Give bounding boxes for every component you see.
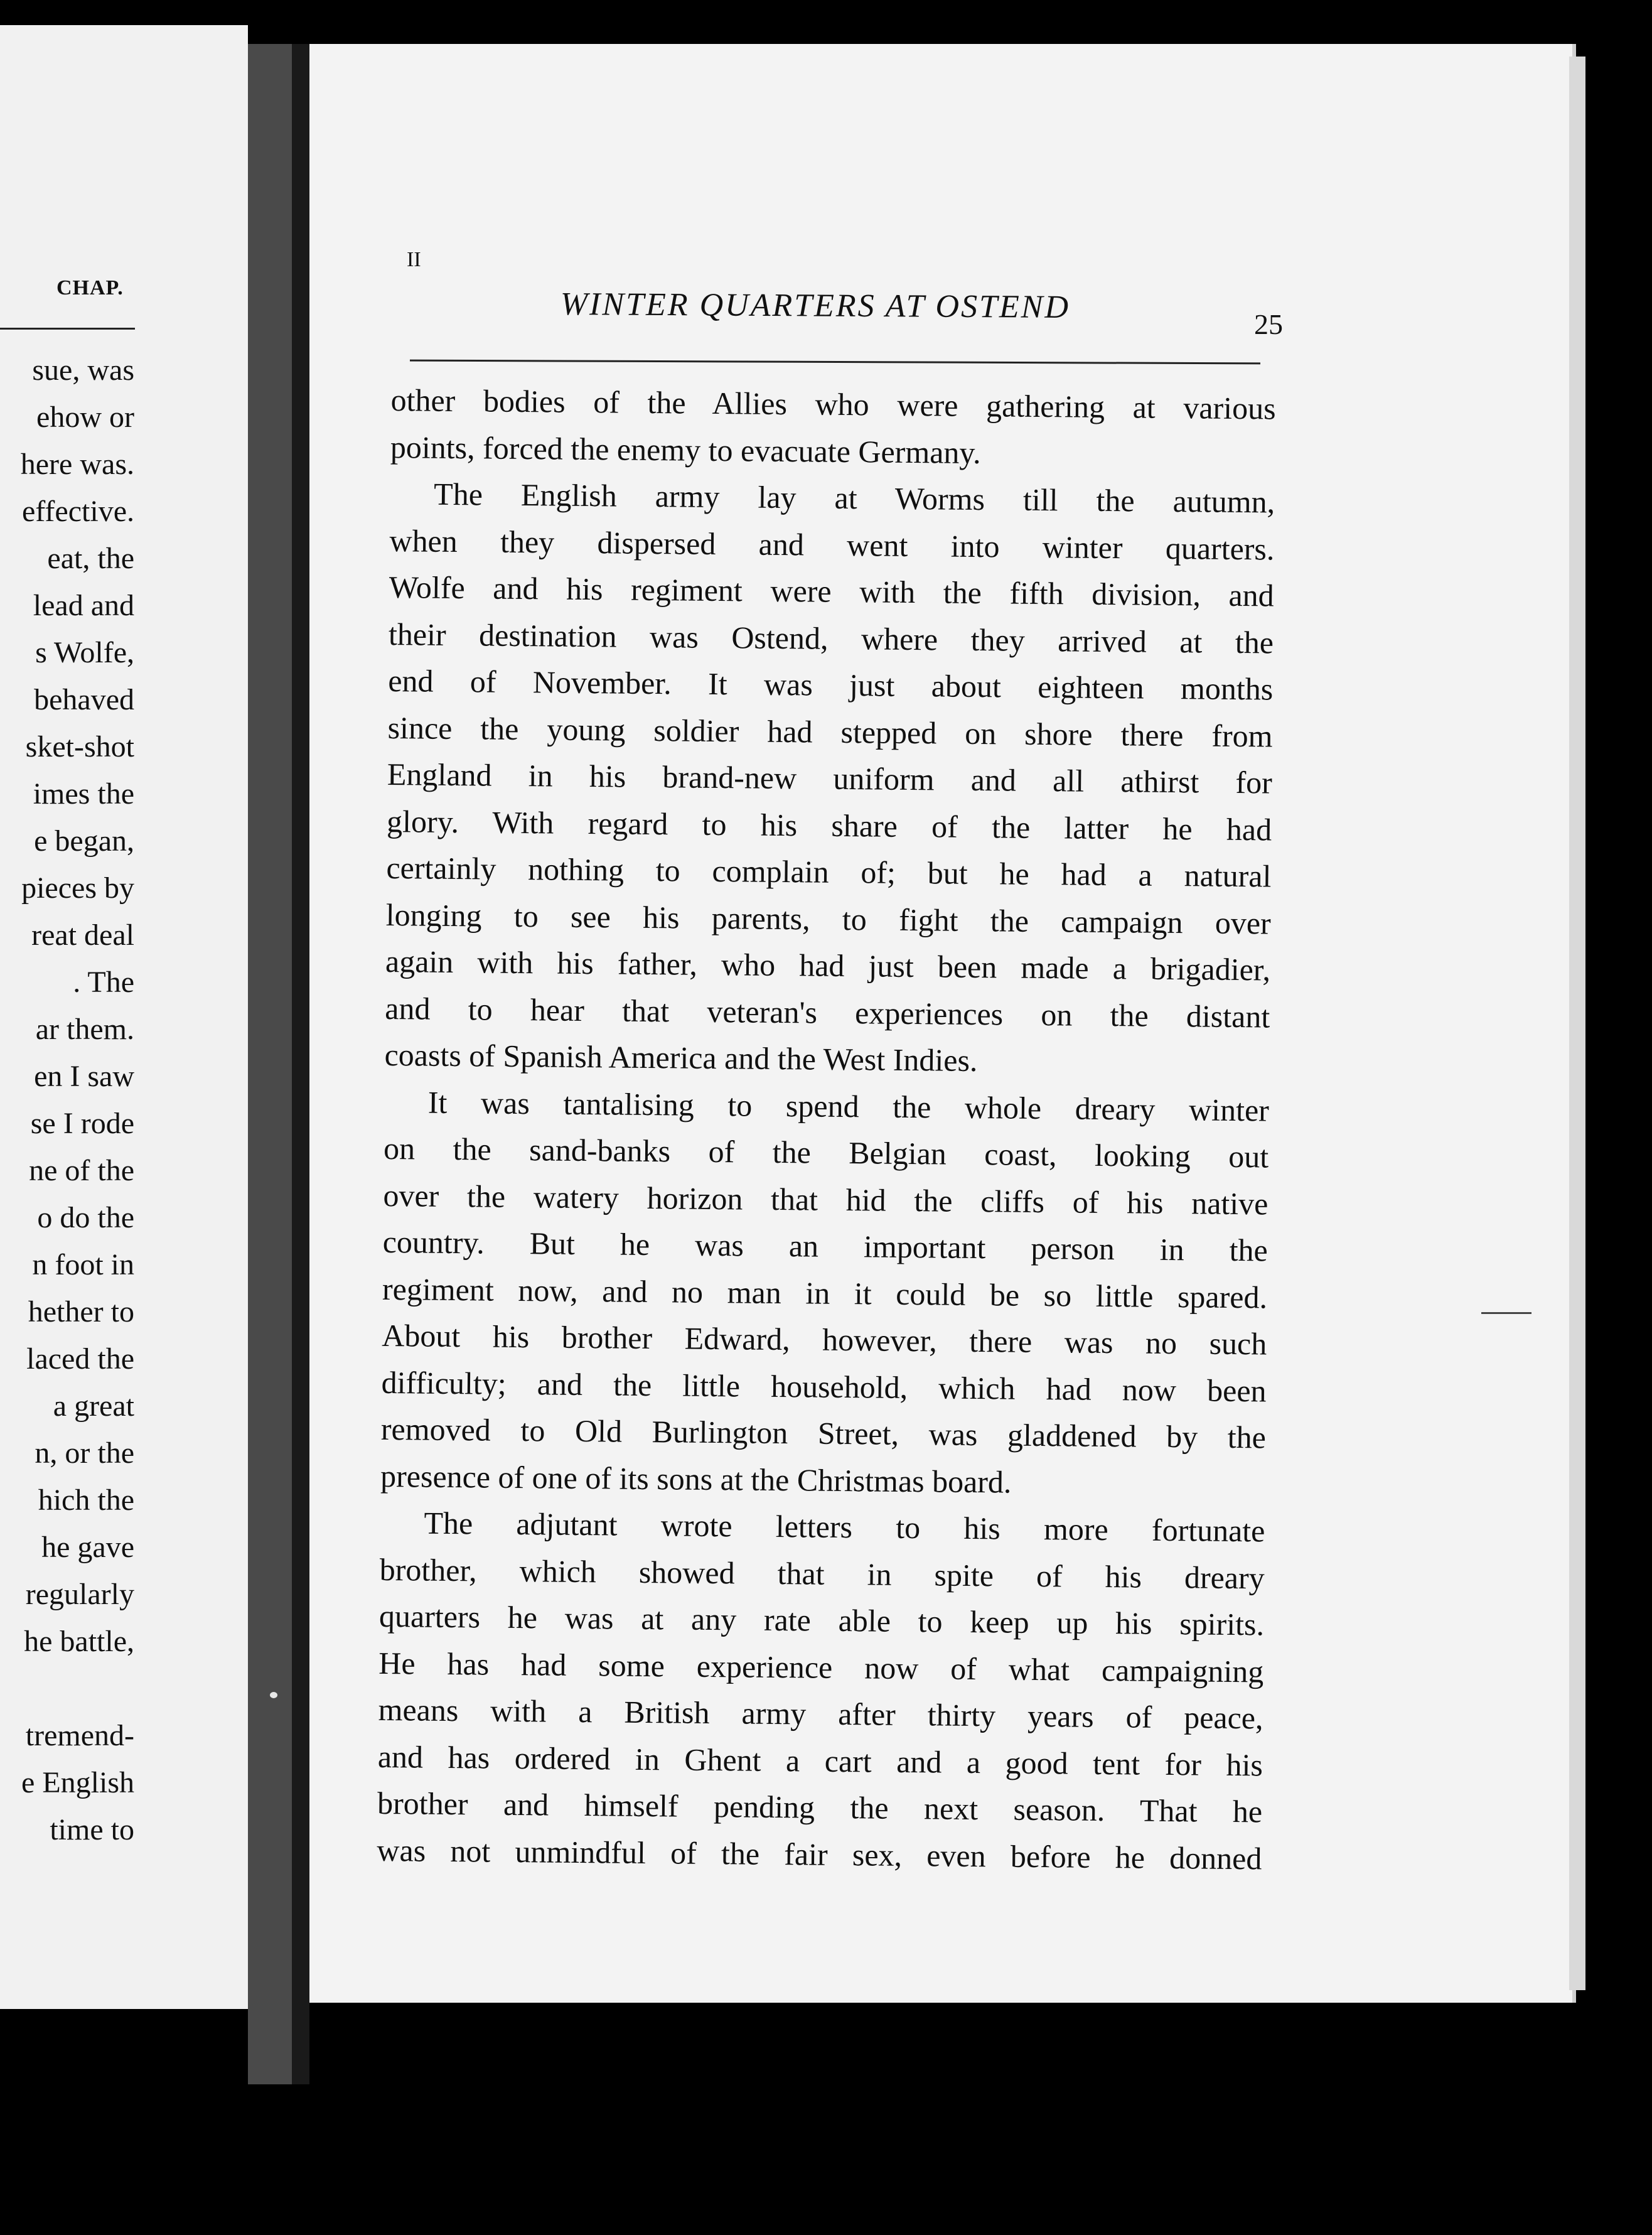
left-text-line: sket-shot — [25, 730, 134, 763]
left-text-line: ar them. — [35, 1013, 134, 1046]
left-text-line — [0, 1665, 134, 1712]
body-text-line: end of November. It was just about eighteen months — [388, 662, 1274, 707]
left-text-block — [0, 347, 134, 1853]
body-text-line: presence of one of its sons at the Christmas board. — [380, 1458, 1012, 1500]
left-page-fragment — [0, 25, 248, 2009]
left-text-line: n, or the — [35, 1436, 134, 1470]
body-text-block — [377, 377, 1276, 1882]
body-text-line: regiment now, and no man in it could be so little spared. — [382, 1271, 1268, 1315]
left-text-line: tremend- — [25, 1719, 134, 1752]
body-text-line: certainly nothing to complain of; but he had a natural — [386, 849, 1272, 894]
body-text-line: removed to Old Burlington Street, was gladdened by the — [380, 1411, 1267, 1455]
left-text-line: en I saw — [34, 1060, 134, 1093]
body-text-line: coasts of Spanish America and the West Indies. — [384, 1037, 978, 1079]
scan-speck — [270, 1692, 277, 1698]
body-text-line: on the sand-banks of the Belgian coast, looking out — [383, 1130, 1269, 1175]
body-text-line: glory. With regard to his share of the latter he had — [386, 803, 1272, 848]
left-header-rule — [0, 328, 135, 330]
body-text-line: means with a British army after thirty years of peace, — [378, 1691, 1263, 1736]
body-text-line: brother and himself pending the next season. That he — [377, 1785, 1263, 1829]
body-text-line: since the young soldier had stepped on shore there from — [387, 709, 1273, 754]
left-text-line: e English — [21, 1766, 134, 1799]
left-text-line: se I rode — [30, 1107, 134, 1140]
left-text-line: sue, was — [32, 353, 134, 387]
body-text-line: their destination was Ostend, where they arrived at the — [388, 616, 1274, 660]
left-text-line: . The — [73, 966, 134, 999]
body-text-line: Wolfe and his regiment were with the fifth division, and — [389, 569, 1274, 613]
body-text-line: over the watery horizon that hid the cliffs of his native — [383, 1177, 1268, 1221]
body-text-line: quarters he was at any rate able to keep up his spirits. — [378, 1598, 1265, 1642]
chapter-numeral: II — [407, 248, 421, 271]
left-text-line: here was. — [20, 448, 134, 481]
body-text-line: points, forced the enemy to evacuate Germany. — [390, 429, 981, 470]
body-text-line: again with his father, who had just been made a brigadier, — [385, 943, 1271, 988]
page-number: 25 — [1254, 308, 1283, 340]
left-text-line: behaved — [34, 683, 134, 716]
body-text-line: and has ordered in Ghent a cart and a good tent for his — [377, 1738, 1263, 1782]
body-text-line: was not unmindful of the fair sex, even before he donned — [377, 1832, 1262, 1876]
left-text-line: s Wolfe, — [35, 636, 134, 669]
body-text-line: The adjutant wrote letters to his more fortunate — [424, 1505, 1265, 1549]
left-text-line: o do the — [37, 1201, 134, 1234]
left-text-line: lead and — [33, 589, 134, 622]
left-text-line: hich the — [38, 1484, 134, 1517]
header-rule — [410, 360, 1260, 365]
page-edge-stack — [1569, 57, 1585, 1990]
left-text-line: a great — [53, 1389, 134, 1423]
book-gutter-fold — [292, 44, 309, 2084]
left-text-line: regularly — [25, 1578, 134, 1611]
running-title: WINTER QUARTERS AT OSTEND — [560, 286, 1071, 325]
left-text-line: ne of the — [29, 1154, 134, 1187]
left-text-line: pieces by — [21, 871, 134, 905]
body-text-line: brother, which showed that in spite of his dreary — [379, 1551, 1265, 1595]
left-text-line: time to — [50, 1813, 134, 1846]
left-text-line: imes the — [33, 777, 134, 811]
left-text-line: n foot in — [32, 1248, 134, 1281]
left-text-line: laced the — [26, 1342, 134, 1376]
body-text-line: England in his brand-new uniform and all athirst for — [387, 756, 1273, 800]
body-text-line: other bodies of the Allies who were gathering at various — [390, 382, 1276, 426]
left-text-line: effective. — [22, 495, 134, 528]
body-text-line: longing to see his parents, to fight the campaign over — [385, 897, 1271, 940]
right-page — [309, 44, 1576, 2003]
body-text-line: About his brother Edward, however, there was no such — [382, 1317, 1267, 1362]
book-gutter-shadow — [248, 44, 292, 2084]
left-running-head: CHAP. — [56, 276, 124, 299]
left-text-line: he battle, — [24, 1625, 134, 1658]
body-text-line: when they dispersed and went into winter quarters. — [389, 522, 1275, 567]
left-text-line: he gave — [41, 1531, 134, 1564]
left-text-line: reat deal — [31, 918, 134, 952]
body-text-line: He has had some experience now of what campaigning — [378, 1645, 1264, 1689]
left-text-line: hether to — [28, 1295, 134, 1328]
left-text-line: eat, the — [47, 542, 134, 575]
body-text-line: The English army lay at Worms till the autumn, — [433, 476, 1275, 520]
left-text-line: e began, — [34, 824, 134, 858]
body-text-line: country. But he was an important person in the — [382, 1224, 1268, 1268]
left-text-line: ehow or — [36, 401, 134, 434]
body-text-line: It was tantalising to spend the whole dreary winter — [427, 1084, 1270, 1128]
scan-mark — [1481, 1312, 1531, 1314]
body-text-line: and to hear that veteran's experiences on the distant — [385, 990, 1270, 1034]
body-text-line: difficulty; and the little household, which had now been — [381, 1364, 1267, 1408]
